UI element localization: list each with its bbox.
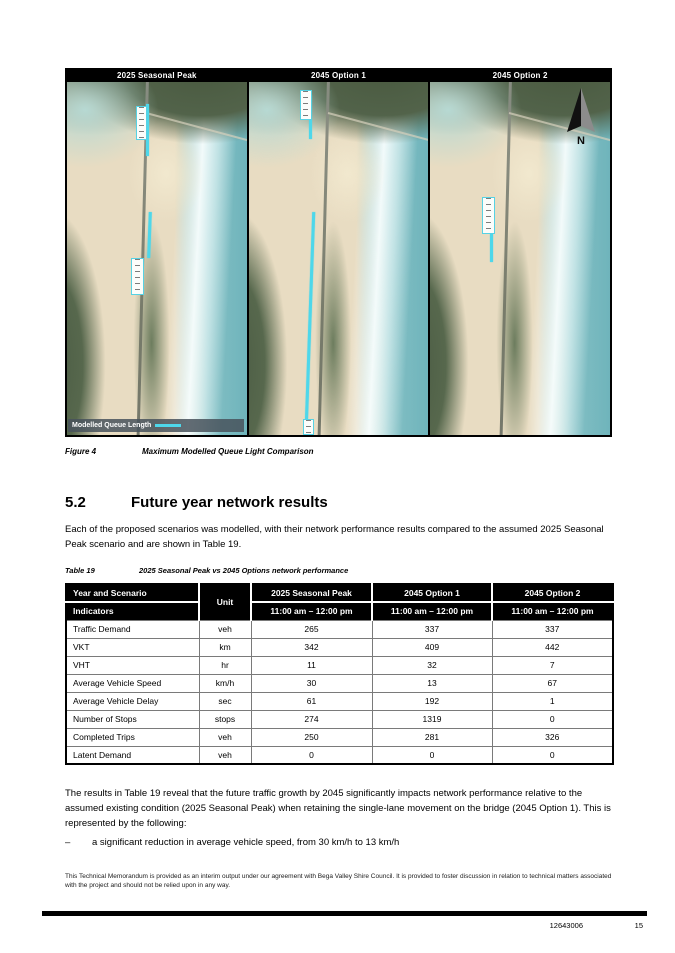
track-line xyxy=(146,112,247,143)
header-time-period: 11:00 am – 12:00 pm xyxy=(372,602,492,620)
unit-cell: veh xyxy=(199,728,251,746)
page-number: 15 xyxy=(634,921,643,930)
value-cell: 7 xyxy=(492,656,613,674)
value-cell: 442 xyxy=(492,638,613,656)
aerial-map-image xyxy=(67,82,247,435)
value-cell: 67 xyxy=(492,674,613,692)
queue-length-label xyxy=(136,106,147,140)
table-caption xyxy=(65,566,348,575)
table-caption-label: Table 19 xyxy=(65,566,95,575)
figure-caption-text: Maximum Modelled Queue Light Comparison xyxy=(142,447,314,456)
indicator-cell: Traffic Demand xyxy=(66,620,199,638)
indicator-cell: VHT xyxy=(66,656,199,674)
figure-panel-2045-option-2 xyxy=(430,70,610,435)
value-cell: 30 xyxy=(251,674,372,692)
value-cell: 32 xyxy=(372,656,492,674)
queue-length-label xyxy=(131,258,144,295)
bullet-text: a significant reduction in average vehicle speed, from 30 km/h to 13 km/h xyxy=(92,837,400,848)
table-row xyxy=(66,710,613,728)
figure-panel-2025-seasonal-peak xyxy=(67,70,247,435)
document-number: 12643006 xyxy=(549,921,583,930)
section-title: Future year network results xyxy=(131,494,328,511)
value-cell: 0 xyxy=(492,746,613,764)
value-cell: 1 xyxy=(492,692,613,710)
value-cell: 342 xyxy=(251,638,372,656)
value-cell: 192 xyxy=(372,692,492,710)
panel-title: 2045 Option 2 xyxy=(430,70,610,82)
header-scenario-2025: 2025 Seasonal Peak xyxy=(251,584,372,602)
table-caption-text: 2025 Seasonal Peak vs 2045 Options network performance xyxy=(139,566,349,575)
value-cell: 1319 xyxy=(372,710,492,728)
queue-line xyxy=(305,212,315,419)
queue-line xyxy=(147,212,152,258)
header-time-period: 11:00 am – 12:00 pm xyxy=(492,602,613,620)
header-time-period: 11:00 am – 12:00 pm xyxy=(251,602,372,620)
value-cell: 337 xyxy=(492,620,613,638)
figure-4-map-comparison xyxy=(65,68,612,437)
table-row xyxy=(66,674,613,692)
value-cell: 281 xyxy=(372,728,492,746)
value-cell: 274 xyxy=(251,710,372,728)
disclaimer-text: This Technical Memorandum is provided as an interim output under our agreement with Bega Valley Shire Council. It is provided to foster discussion in relation to technical matters associated with the project and should not be relied upon in any way. xyxy=(65,873,612,889)
table-row xyxy=(66,692,613,710)
value-cell: 326 xyxy=(492,728,613,746)
table-row xyxy=(66,746,613,764)
header-unit: Unit xyxy=(199,584,251,620)
indicator-cell: Average Vehicle Delay xyxy=(66,692,199,710)
value-cell: 0 xyxy=(251,746,372,764)
intro-paragraph: Each of the proposed scenarios was modelled, with their network performance results compared to the assumed 2025 Seasonal Peak scenario and are shown in Table 19. xyxy=(65,524,604,550)
unit-cell: veh xyxy=(199,620,251,638)
unit-cell: km/h xyxy=(199,674,251,692)
indicator-cell: Average Vehicle Speed xyxy=(66,674,199,692)
indicator-cell: Latent Demand xyxy=(66,746,199,764)
figure-caption-label: Figure 4 xyxy=(65,447,97,456)
bullet-marker: – xyxy=(65,837,71,848)
road-line xyxy=(317,82,330,435)
queue-length-label xyxy=(300,90,312,120)
panel-title: 2025 Seasonal Peak xyxy=(67,70,247,82)
track-line xyxy=(327,112,428,143)
modelled-queue-length-legend xyxy=(68,419,244,432)
header-scenario-option2: 2045 Option 2 xyxy=(492,584,613,602)
network-performance-table xyxy=(65,583,614,765)
unit-cell: sec xyxy=(199,692,251,710)
value-cell: 250 xyxy=(251,728,372,746)
road-line xyxy=(499,82,512,435)
header-indicators: Indicators xyxy=(66,602,199,620)
aerial-map-image xyxy=(249,82,429,435)
unit-cell: km xyxy=(199,638,251,656)
table-row xyxy=(66,728,613,746)
unit-cell: stops xyxy=(199,710,251,728)
panel-title: 2045 Option 1 xyxy=(249,70,429,82)
figure-caption xyxy=(65,447,314,456)
queue-line-swatch-icon xyxy=(155,424,181,427)
queue-length-label xyxy=(482,197,495,234)
table-row xyxy=(66,620,613,638)
unit-cell: veh xyxy=(199,746,251,764)
indicator-cell: VKT xyxy=(66,638,199,656)
value-cell: 13 xyxy=(372,674,492,692)
legend-label: Modelled Queue Length xyxy=(72,422,152,429)
figure-panel-2045-option-1 xyxy=(249,70,429,435)
header-scenario-option1: 2045 Option 1 xyxy=(372,584,492,602)
value-cell: 0 xyxy=(372,746,492,764)
unit-cell: hr xyxy=(199,656,251,674)
value-cell: 409 xyxy=(372,638,492,656)
north-arrow-icon xyxy=(560,86,602,150)
indicator-cell: Completed Trips xyxy=(66,728,199,746)
value-cell: 0 xyxy=(492,710,613,728)
bullet-item xyxy=(65,837,614,848)
table-row xyxy=(66,656,613,674)
aerial-map-image xyxy=(430,82,610,435)
value-cell: 265 xyxy=(251,620,372,638)
header-year-scenario: Year and Scenario xyxy=(66,584,199,602)
value-cell: 11 xyxy=(251,656,372,674)
indicator-cell: Number of Stops xyxy=(66,710,199,728)
value-cell: 337 xyxy=(372,620,492,638)
section-heading xyxy=(65,494,328,511)
table-row xyxy=(66,638,613,656)
north-letter: N xyxy=(577,135,585,147)
footer-rule xyxy=(42,911,647,916)
queue-length-label xyxy=(303,419,314,435)
discussion-paragraph: The results in Table 19 reveal that the future traffic growth by 2045 significantly impacts network performance relative to the assumed existing condition (2025 Seasonal Peak) when retaining the single-lane movement on the bridge (2045 Option 1). This is represented by the following: xyxy=(65,788,611,829)
value-cell: 61 xyxy=(251,692,372,710)
section-number: 5.2 xyxy=(65,494,86,511)
